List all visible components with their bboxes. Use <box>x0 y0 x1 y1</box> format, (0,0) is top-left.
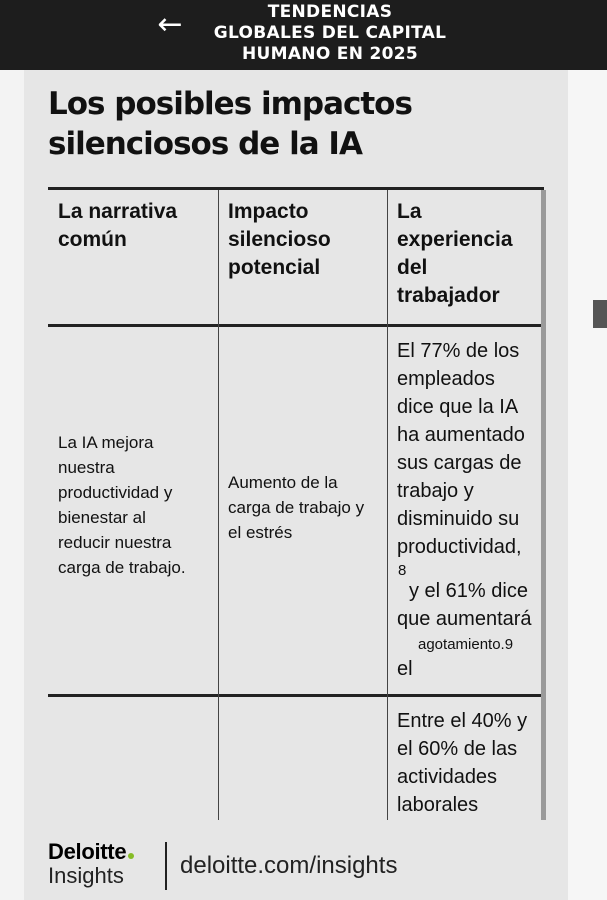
brand-name: Deloitte <box>48 839 127 864</box>
column-header-impact: Impacto silencioso potencial <box>228 200 331 279</box>
table-header-rule <box>48 324 544 327</box>
experience-line: productividad, <box>397 536 522 558</box>
brand-dot <box>128 853 134 859</box>
experience-line: y el 61% dice <box>409 580 528 602</box>
experience-line: laborales <box>397 794 479 816</box>
footer-divider <box>165 842 167 890</box>
experience-line: agotamiento.9 <box>418 636 514 653</box>
experience-line: sus cargas de <box>397 452 522 474</box>
deloitte-insights-logo <box>48 840 158 888</box>
experience-line: actividades <box>397 766 498 788</box>
experience-line: el <box>397 658 413 680</box>
column-divider-2 <box>387 190 388 820</box>
experience-line: Entre el 40% y <box>397 710 528 732</box>
scrollbar-thumb[interactable] <box>593 300 607 328</box>
article-headline: Los posibles impactos silenciosos de la IA <box>48 86 412 162</box>
scroll-track[interactable] <box>568 70 607 900</box>
column-divider-1 <box>218 190 219 820</box>
experience-line: dice que la IA <box>397 396 519 418</box>
app-bar <box>0 0 607 70</box>
experience-line: empleados <box>397 368 495 390</box>
row1-narrative-cell: La IA mejora nuestra productividad y bienestar al reducir nuestra carga de trabajo. <box>58 433 186 577</box>
row1-impact-cell: Aumento de la carga de trabajo y el estrés <box>228 473 365 542</box>
experience-line: el 60% de las <box>397 738 518 760</box>
arrow-left-icon[interactable]: ← <box>157 6 183 42</box>
experience-line: que aumentará <box>397 608 532 630</box>
brand-sub: Insights <box>48 863 124 888</box>
table-row-rule <box>48 694 544 697</box>
footer-url-link[interactable]: deloitte.com/insights <box>180 852 398 879</box>
experience-line: trabajo y <box>397 480 474 502</box>
app-bar-title: TENDENCIAS GLOBALES DEL CAPITAL HUMANO EN 2025 <box>213 2 447 64</box>
experience-line: ha aumentado <box>397 424 525 446</box>
column-header-experience: La experiencia del trabajador <box>397 200 513 307</box>
table-top-rule <box>48 187 544 190</box>
table-right-edge <box>541 190 546 820</box>
experience-line: El 77% de los <box>397 340 520 362</box>
footnote-marker: 8 <box>398 562 407 579</box>
column-header-narrative: La narrativa común <box>58 200 178 251</box>
experience-line: disminuido su <box>397 508 520 530</box>
